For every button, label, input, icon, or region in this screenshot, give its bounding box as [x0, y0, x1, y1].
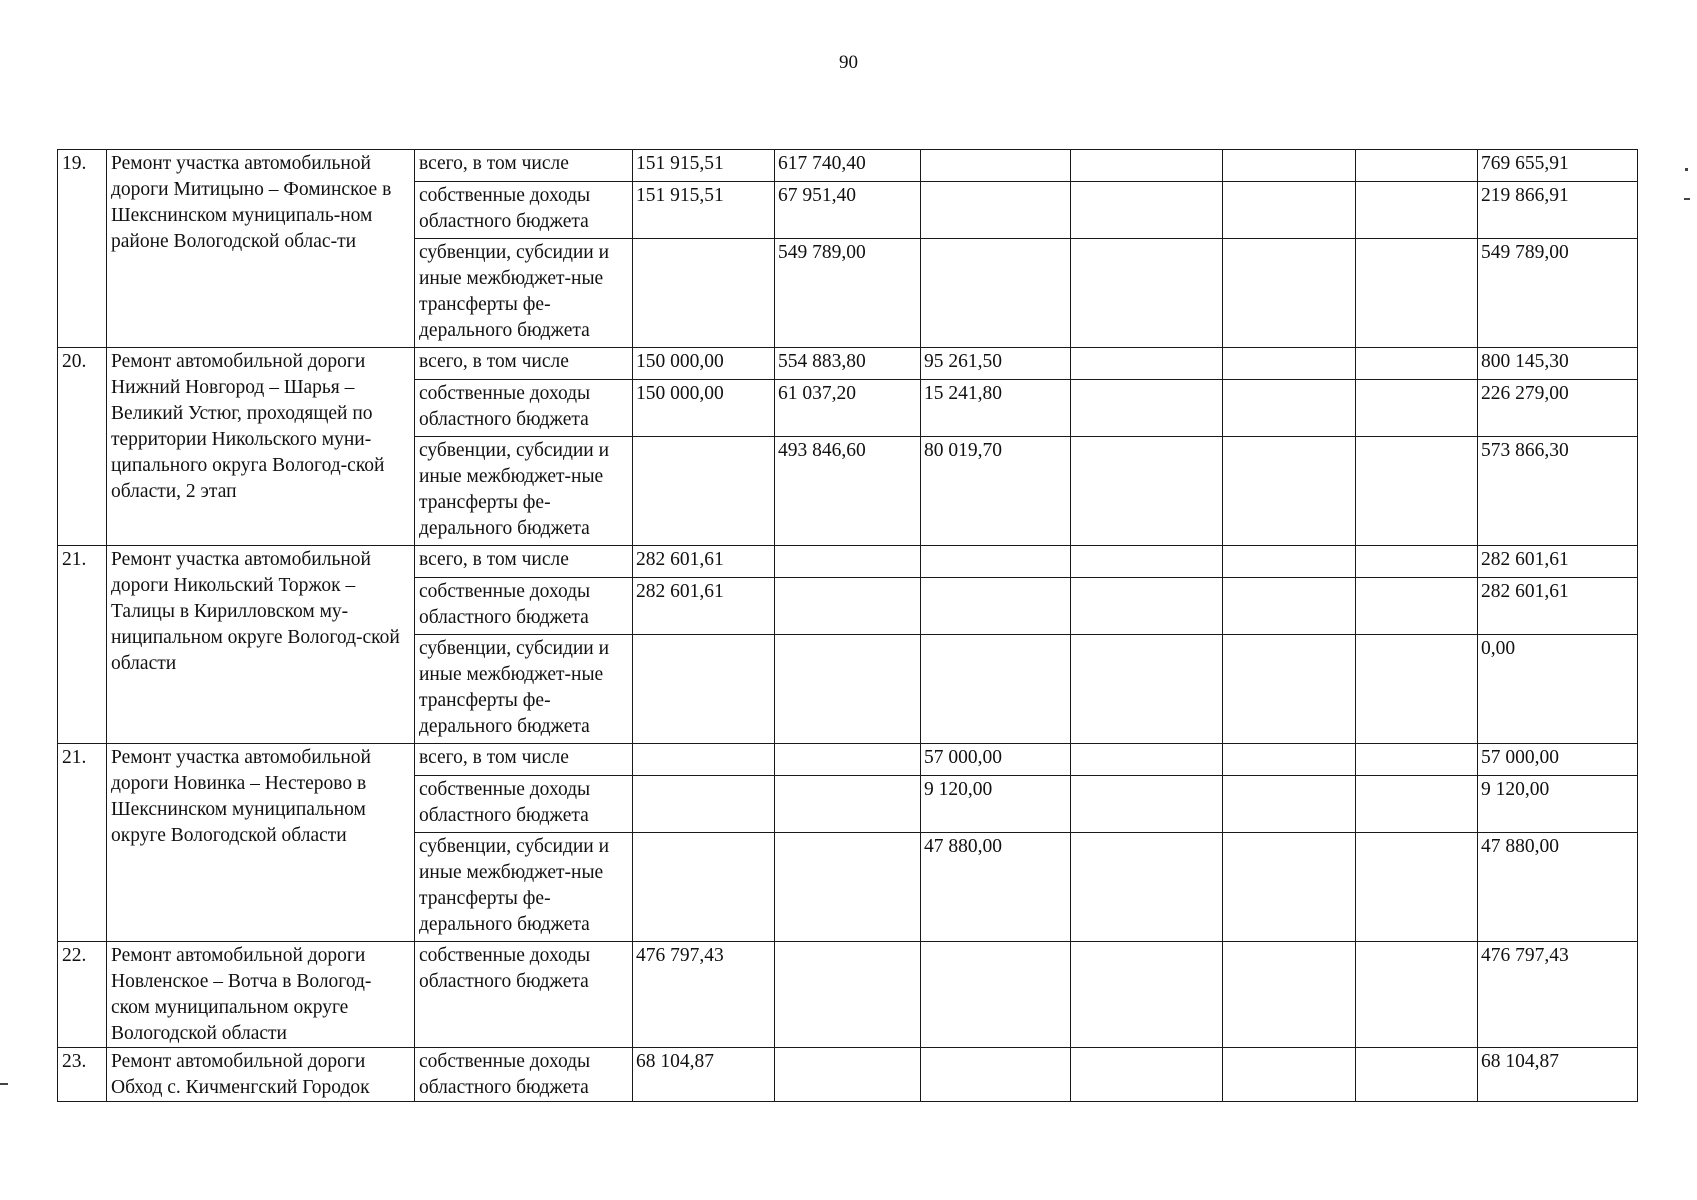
- amount-c1: 150 000,00: [633, 348, 775, 380]
- amount-c2: [775, 776, 921, 833]
- funding-source: собственные доходы областного бюджета: [415, 578, 633, 635]
- total-value: 9 120,00: [1478, 776, 1638, 833]
- page-number: 90: [839, 52, 858, 73]
- amount-c1: 150 000,00: [633, 380, 775, 437]
- amount-c2: 554 883,80: [775, 348, 921, 380]
- amount-c2: 617 740,40: [775, 150, 921, 182]
- funding-source: всего, в том числе: [415, 744, 633, 776]
- amount-c4: [1071, 635, 1223, 744]
- amount-c3: 57 000,00: [921, 744, 1071, 776]
- amount-c4: [1071, 348, 1223, 380]
- amount-c4: [1071, 437, 1223, 546]
- margin-mark: [1685, 168, 1688, 171]
- amount-c2: [775, 546, 921, 578]
- total-value: 769 655,91: [1478, 150, 1638, 182]
- amount-c5: [1223, 776, 1356, 833]
- amount-c6: [1356, 150, 1478, 182]
- amount-c4: [1071, 380, 1223, 437]
- table-row: [58, 744, 1638, 776]
- amount-c1: 282 601,61: [633, 546, 775, 578]
- funding-source: субвенции, субсидии и иные межбюджет-ные трансферты фе-дерального бюджета: [415, 833, 633, 942]
- row-number: 22.: [58, 942, 107, 1048]
- amount-c3: [921, 239, 1071, 348]
- amount-c1: [633, 744, 775, 776]
- total-value: 57 000,00: [1478, 744, 1638, 776]
- amount-c1: [633, 635, 775, 744]
- amount-c5: [1223, 546, 1356, 578]
- amount-c3: [921, 182, 1071, 239]
- amount-c1: [633, 437, 775, 546]
- object-name: Ремонт автомобильной дороги Нижний Новгород – Шарья – Великий Устюг, проходящей по территории Никольского муни-ципального округа Вологод-ской области, 2 этап: [107, 348, 415, 546]
- funding-source: субвенции, субсидии и иные межбюджет-ные трансферты фе-дерального бюджета: [415, 635, 633, 744]
- row-number: 21.: [58, 744, 107, 942]
- amount-c3: [921, 578, 1071, 635]
- total-value: 68 104,87: [1478, 1048, 1638, 1102]
- amount-c4: [1071, 182, 1223, 239]
- table-row: [58, 1048, 1638, 1102]
- funding-source: субвенции, субсидии и иные межбюджет-ные трансферты фе-дерального бюджета: [415, 437, 633, 546]
- amount-c6: [1356, 776, 1478, 833]
- amount-c4: [1071, 776, 1223, 833]
- amount-c3: 15 241,80: [921, 380, 1071, 437]
- amount-c6: [1356, 1048, 1478, 1102]
- amount-c3: 9 120,00: [921, 776, 1071, 833]
- object-name: Ремонт участка автомобильной дороги Никольский Торжок – Талицы в Кирилловском му-ниципальном округе Вологод-ской области: [107, 546, 415, 744]
- object-name: Ремонт участка автомобильной дороги Митицыно – Фоминское в Шекснинском муниципаль-ном районе Вологодской облас-ти: [107, 150, 415, 348]
- amount-c6: [1356, 348, 1478, 380]
- funding-source: всего, в том числе: [415, 150, 633, 182]
- amount-c5: [1223, 578, 1356, 635]
- total-value: 800 145,30: [1478, 348, 1638, 380]
- amount-c6: [1356, 437, 1478, 546]
- funding-source: всего, в том числе: [415, 546, 633, 578]
- amount-c2: 549 789,00: [775, 239, 921, 348]
- total-value: 282 601,61: [1478, 578, 1638, 635]
- amount-c1: 68 104,87: [633, 1048, 775, 1102]
- amount-c6: [1356, 380, 1478, 437]
- amount-c1: 282 601,61: [633, 578, 775, 635]
- amount-c3: [921, 150, 1071, 182]
- margin-mark: [0, 1083, 8, 1085]
- funding-source: всего, в том числе: [415, 348, 633, 380]
- amount-c1: 476 797,43: [633, 942, 775, 1048]
- amount-c2: 67 951,40: [775, 182, 921, 239]
- table-row: [58, 150, 1638, 182]
- table-row: [58, 942, 1638, 1048]
- amount-c6: [1356, 833, 1478, 942]
- amount-c2: [775, 833, 921, 942]
- funding-source: собственные доходы областного бюджета: [415, 1048, 633, 1102]
- amount-c5: [1223, 942, 1356, 1048]
- amount-c5: [1223, 348, 1356, 380]
- amount-c5: [1223, 1048, 1356, 1102]
- amount-c5: [1223, 635, 1356, 744]
- amount-c4: [1071, 744, 1223, 776]
- amount-c6: [1356, 942, 1478, 1048]
- amount-c4: [1071, 1048, 1223, 1102]
- object-name: Ремонт автомобильной дороги Новленское – Вотча в Вологод-ском муниципальном округе Вологодской области: [107, 942, 415, 1048]
- total-value: 282 601,61: [1478, 546, 1638, 578]
- amount-c6: [1356, 578, 1478, 635]
- amount-c2: [775, 1048, 921, 1102]
- amount-c1: [633, 239, 775, 348]
- amount-c3: [921, 546, 1071, 578]
- amount-c6: [1356, 635, 1478, 744]
- total-value: 219 866,91: [1478, 182, 1638, 239]
- amount-c3: 80 019,70: [921, 437, 1071, 546]
- total-value: 476 797,43: [1478, 942, 1638, 1048]
- amount-c2: [775, 744, 921, 776]
- amount-c2: [775, 578, 921, 635]
- amount-c1: [633, 776, 775, 833]
- amount-c3: 95 261,50: [921, 348, 1071, 380]
- amount-c2: 493 846,60: [775, 437, 921, 546]
- amount-c4: [1071, 546, 1223, 578]
- table-row: [58, 546, 1638, 578]
- amount-c1: [633, 833, 775, 942]
- table-body: [58, 150, 1638, 1102]
- amount-c1: 151 915,51: [633, 150, 775, 182]
- amount-c3: [921, 1048, 1071, 1102]
- amount-c5: [1223, 833, 1356, 942]
- funding-source: собственные доходы областного бюджета: [415, 942, 633, 1048]
- amount-c3: [921, 942, 1071, 1048]
- total-value: 573 866,30: [1478, 437, 1638, 546]
- amount-c3: [921, 635, 1071, 744]
- amount-c3: 47 880,00: [921, 833, 1071, 942]
- amount-c2: [775, 942, 921, 1048]
- amount-c4: [1071, 833, 1223, 942]
- funding-source: собственные доходы областного бюджета: [415, 182, 633, 239]
- amount-c4: [1071, 150, 1223, 182]
- funding-source: собственные доходы областного бюджета: [415, 776, 633, 833]
- amount-c5: [1223, 182, 1356, 239]
- amount-c2: 61 037,20: [775, 380, 921, 437]
- margin-mark: [1684, 198, 1690, 200]
- amount-c4: [1071, 942, 1223, 1048]
- funding-source: субвенции, субсидии и иные межбюджет-ные трансферты фе-дерального бюджета: [415, 239, 633, 348]
- funding-source: собственные доходы областного бюджета: [415, 380, 633, 437]
- amount-c5: [1223, 744, 1356, 776]
- total-value: 0,00: [1478, 635, 1638, 744]
- total-value: 549 789,00: [1478, 239, 1638, 348]
- row-number: 23.: [58, 1048, 107, 1102]
- amount-c6: [1356, 744, 1478, 776]
- object-name: Ремонт автомобильной дороги Обход с. Кичменгский Городок: [107, 1048, 415, 1102]
- amount-c6: [1356, 239, 1478, 348]
- table-row: [58, 348, 1638, 380]
- total-value: 226 279,00: [1478, 380, 1638, 437]
- amount-c1: 151 915,51: [633, 182, 775, 239]
- amount-c5: [1223, 437, 1356, 546]
- row-number: 20.: [58, 348, 107, 546]
- amount-c4: [1071, 578, 1223, 635]
- amount-c5: [1223, 380, 1356, 437]
- amount-c6: [1356, 546, 1478, 578]
- amount-c4: [1071, 239, 1223, 348]
- row-number: 21.: [58, 546, 107, 744]
- amount-c5: [1223, 239, 1356, 348]
- amount-c6: [1356, 182, 1478, 239]
- amount-c5: [1223, 150, 1356, 182]
- row-number: 19.: [58, 150, 107, 348]
- total-value: 47 880,00: [1478, 833, 1638, 942]
- object-name: Ремонт участка автомобильной дороги Новинка – Нестерово в Шекснинском муниципальном округе Вологодской области: [107, 744, 415, 942]
- budget-table: [57, 149, 1638, 1102]
- amount-c2: [775, 635, 921, 744]
